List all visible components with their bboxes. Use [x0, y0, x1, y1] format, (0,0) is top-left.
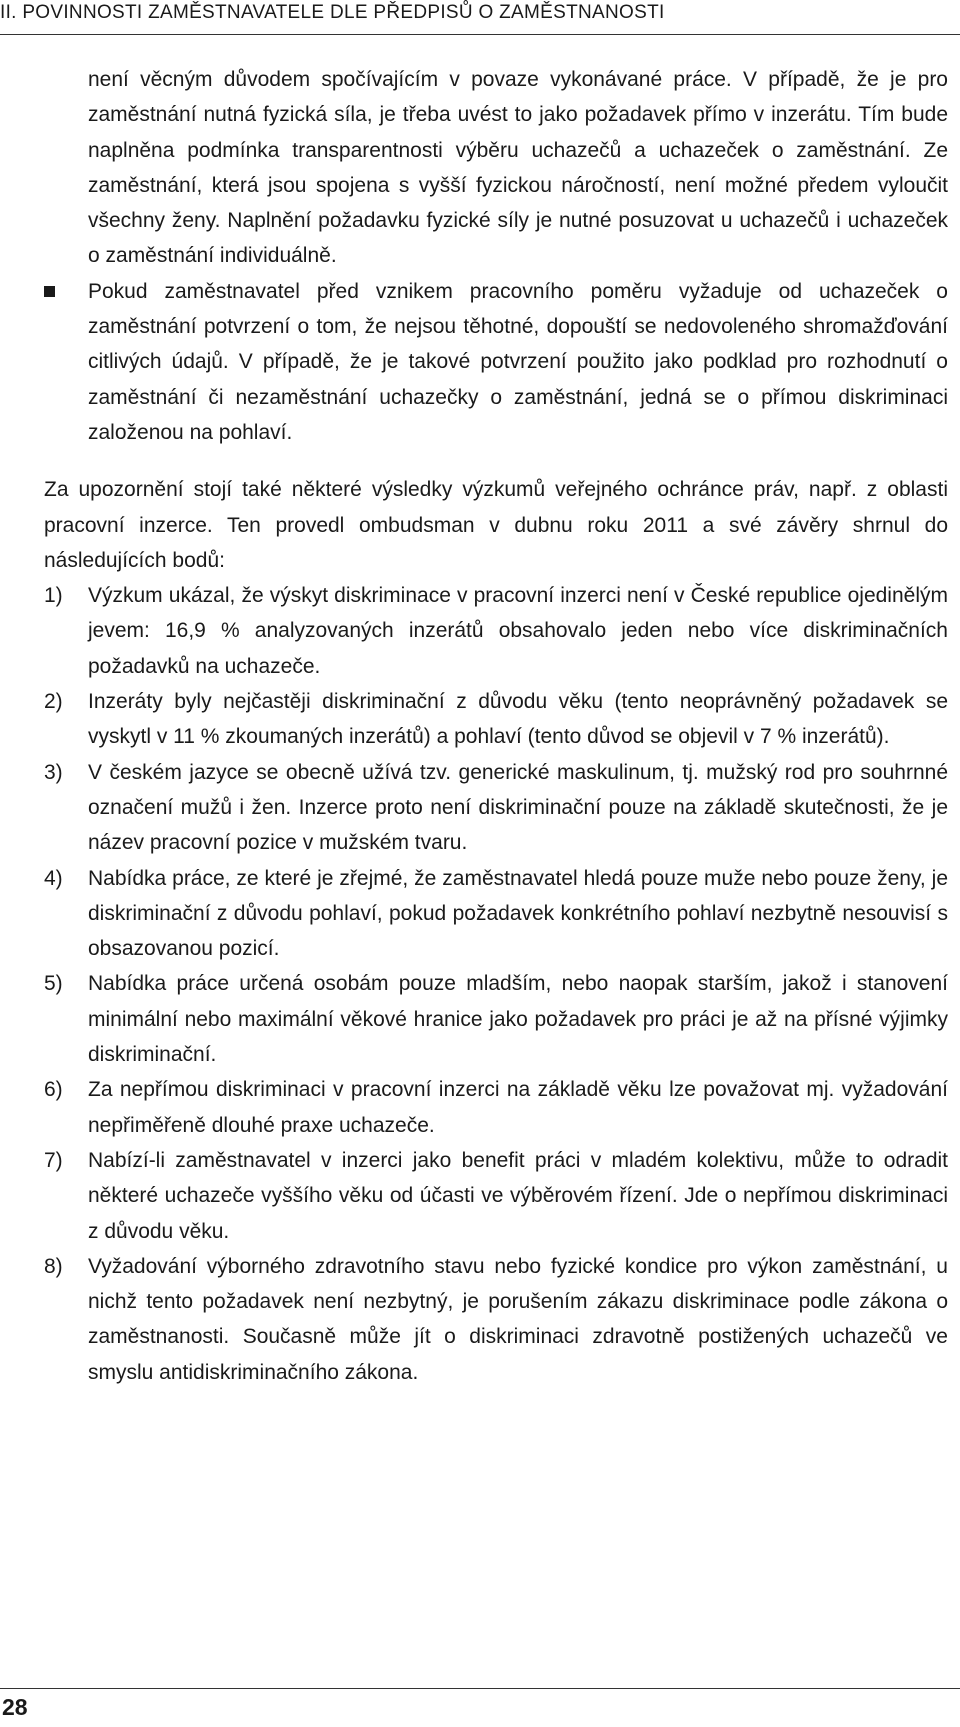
- item-text: Výzkum ukázal, že výskyt diskriminace v pracovní inzerci není v České republice ojedinělým jevem: 16,9 % analyzovaných inzerátů obsahovalo jeden nebo více diskriminačních požadavků na uchazeče.: [88, 584, 948, 678]
- item-number: 5): [44, 972, 63, 996]
- body-paragraph: Za upozornění stojí také některé výsledky výzkumů veřejného ochránce práv, např. z oblasti pracovní inzerce. Ten provedl ombudsman v dubnu roku 2011 a své závěry shrnul do následujících bodů:: [44, 478, 948, 572]
- page-body: [44, 62, 948, 1390]
- item-number: 6): [44, 1078, 63, 1102]
- list-item: [44, 1072, 948, 1143]
- item-number: 7): [44, 1148, 63, 1172]
- item-text: Nabídka práce určená osobám pouze mladším, nebo naopak starším, jakož i stanovení minimální nebo maximální věkové hranice jako požadavek pro práci je až na přísné výjimky diskriminační.: [88, 972, 948, 1067]
- chapter-title: II. POVINNOSTI ZAMĚSTNAVATELE DLE PŘEDPISŮ O ZAMĚSTNANOSTI: [0, 2, 665, 23]
- list-item: [44, 755, 948, 861]
- list-item: [44, 684, 948, 755]
- page-number: [0, 1686, 44, 1727]
- item-number: 8): [44, 1254, 63, 1278]
- item-text: Vyžadování výborného zdravotního stavu nebo fyzické kondice pro výkon zaměstnání, u nichž tento požadavek není nezbytný, je porušením zákazu diskriminace podle zákona o zaměstnanosti. Současně může jít o diskriminaci zdravotně postižených uchazečů ve smyslu antidiskriminačního zákona.: [88, 1254, 948, 1384]
- list-item: [44, 1143, 948, 1249]
- bullet-text: Pokud zaměstnavatel před vznikem pracovního poměru vyžaduje od uchazeček o zaměstnání potvrzení o tom, že nejsou těhotné, dopouští se nedovoleného shromažďování citlivých údajů. V případě, že je takové potvrzení použito jako podklad pro rozhodnutí o zaměstnání či nezaměstnání uchazečky o zaměstnání, jedná se o přímou diskriminaci založenou na pohlaví.: [88, 279, 948, 444]
- list-item: [44, 966, 948, 1072]
- item-text: V českém jazyce se obecně užívá tzv. generické maskulinum, tj. mužský rod pro souhrnné označení mužů i žen. Inzerce proto není diskriminační pouze na základě skutečnosti, že je název pracovní pozice v mužském tvaru.: [88, 760, 948, 855]
- item-number: 1): [44, 584, 63, 608]
- page-number-text: 28: [2, 1694, 28, 1720]
- square-bullet-icon: [44, 286, 55, 297]
- item-text: Inzeráty byly nejčastěji diskriminační z důvodu věku (tento neoprávněný požadavek se vyskytl v 11 % zkoumaných inzerátů) a pohlaví (tento důvod se objevil v 7 % inzerátů).: [88, 690, 948, 749]
- list-item: [44, 861, 948, 967]
- bullet-item: [44, 274, 948, 450]
- item-number: 2): [44, 690, 63, 714]
- item-text: Za nepřímou diskriminaci v pracovní inzerci na základě věku lze považovat mj. vyžadování nepřiměřeně dlouhé praxe uchazeče.: [88, 1078, 948, 1137]
- item-text: Nabízí-li zaměstnavatel v inzerci jako benefit práci v mladém kolektivu, může to odradit některé uchazeče vyššího věku od účasti ve výběrovém řízení. Jde o nepřímou diskriminaci z důvodu věku.: [88, 1148, 948, 1243]
- footer-rule: [0, 1688, 960, 1689]
- list-item: [44, 1249, 948, 1390]
- item-number: 3): [44, 760, 63, 784]
- intro-continuation: není věcným důvodem spočívajícím v povaze vykonávané práce. V případě, že je pro zaměstnání nutná fyzická síla, je třeba uvést to jako požadavek přímo v inzerátu. Tím bude naplněna podmínka transparentnosti výběru uchazečů a uchazeček o zaměstnání. Ze zaměstnání, která jsou spojena s vyšší fyzickou náročností, není možné předem vyloučit všechny ženy. Naplnění požadavku fyzické síly je nutné posuzovat u uchazečů i uchazeček o zaměstnání individuálně.: [88, 68, 948, 268]
- numbered-list: [44, 578, 948, 1390]
- item-text: Nabídka práce, ze které je zřejmé, že zaměstnavatel hledá pouze muže nebo pouze ženy, je diskriminační z důvodu pohlaví, pokud požadavek konkrétního pohlaví nezbytně nesouvisí s obsazovanou pozicí.: [88, 866, 948, 961]
- item-number: 4): [44, 866, 63, 890]
- list-item: [44, 578, 948, 684]
- header-rule: [0, 34, 960, 35]
- running-header: [0, 0, 960, 34]
